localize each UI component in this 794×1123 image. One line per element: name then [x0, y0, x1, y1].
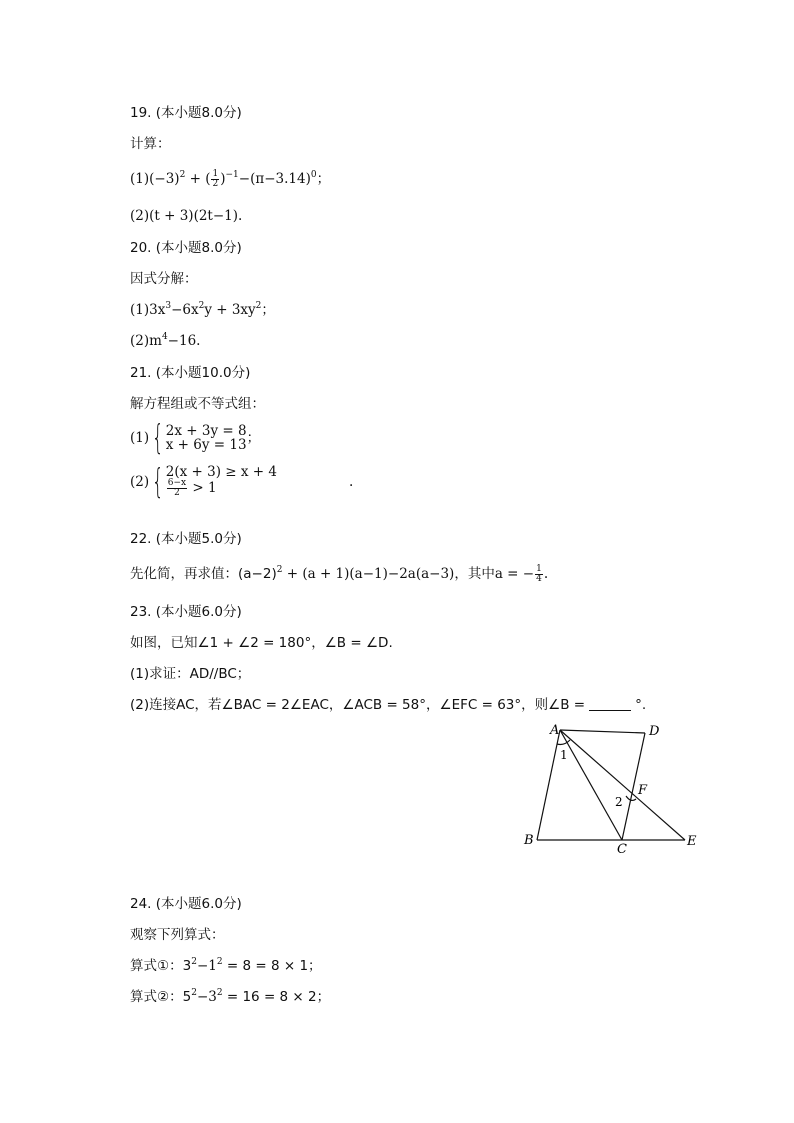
- label-E: E: [687, 834, 697, 849]
- label-D: D: [649, 724, 660, 739]
- q19-fraction: $\frac{1}{2}$: [212, 169, 219, 189]
- left-brace-icon: {: [151, 418, 164, 458]
- label-F: F: [638, 783, 648, 798]
- q20-part1: $(1)3x^3-6x^2y + 3xy^2$；: [130, 301, 275, 318]
- label-A: A: [550, 723, 560, 738]
- q21-part1: (1) { 2x + 3y = 8 x + 6y = 13 ；: [130, 418, 261, 458]
- q21-prompt: 解方程组或不等式组：: [130, 396, 265, 412]
- q19-header: 19. (本小题8.0分): [130, 105, 242, 121]
- q19-part2: (2)(t + 3)(2t−1).: [130, 208, 243, 224]
- q23-part2: (2)连接AC，若∠BAC = 2∠EAC，∠ACB = 58°，∠EFC = 63°，则∠B = °.: [130, 697, 647, 713]
- q20-part2: $(2)m^4-16$.: [130, 332, 201, 349]
- q20-prompt: 因式分解：: [130, 271, 198, 287]
- q22-header: 22. (本小题5.0分): [130, 531, 242, 547]
- segment-AC: [560, 730, 622, 840]
- q21-header: 21. (本小题10.0分): [130, 365, 251, 381]
- q22-text: 先化简，再求值：$(a-2)^2 + (a + 1)(a-1)-2a(a-3)$，其中a = − $\frac{1}{4}$ .: [130, 564, 549, 584]
- q24-formula2: 算式②：$5^2-3^2 = 16 = 8 \times 2$；: [130, 988, 331, 1005]
- segment-AE: [560, 730, 685, 840]
- q19-prompt: 计算：: [130, 136, 171, 152]
- answer-blank: [589, 698, 631, 711]
- label-C: C: [617, 842, 627, 857]
- q21-part2: (2) { 2(x + 3) ≥ x + 4 $\frac{6-x}{2}$ > 1 .: [130, 461, 354, 502]
- q24-header: 24. (本小题6.0分): [130, 896, 242, 912]
- q23-figure: [520, 720, 710, 860]
- label-1: 1: [560, 748, 568, 762]
- q19-part1: $(1)(-3)^2$ + ( $\frac{1}{2}$ )$^{-1}-(\pi-3.14)^0$；: [130, 169, 331, 189]
- q23-given: 如图，已知∠1 + ∠2 = 180°，∠B = ∠D.: [130, 635, 393, 651]
- left-brace-icon: {: [151, 461, 164, 502]
- q23-part1: (1)求证：AD//BC；: [130, 666, 251, 682]
- q24-formula1: 算式①：$3^2-1^2 = 8 = 8 \times 1$；: [130, 957, 322, 974]
- label-B: B: [524, 833, 534, 848]
- segment-AD: [560, 730, 645, 733]
- q23-header: 23. (本小题6.0分): [130, 604, 242, 620]
- q20-header: 20. (本小题8.0分): [130, 240, 242, 256]
- segment-AB: [537, 730, 560, 840]
- q24-prompt: 观察下列算式：: [130, 927, 225, 943]
- label-2: 2: [615, 795, 623, 809]
